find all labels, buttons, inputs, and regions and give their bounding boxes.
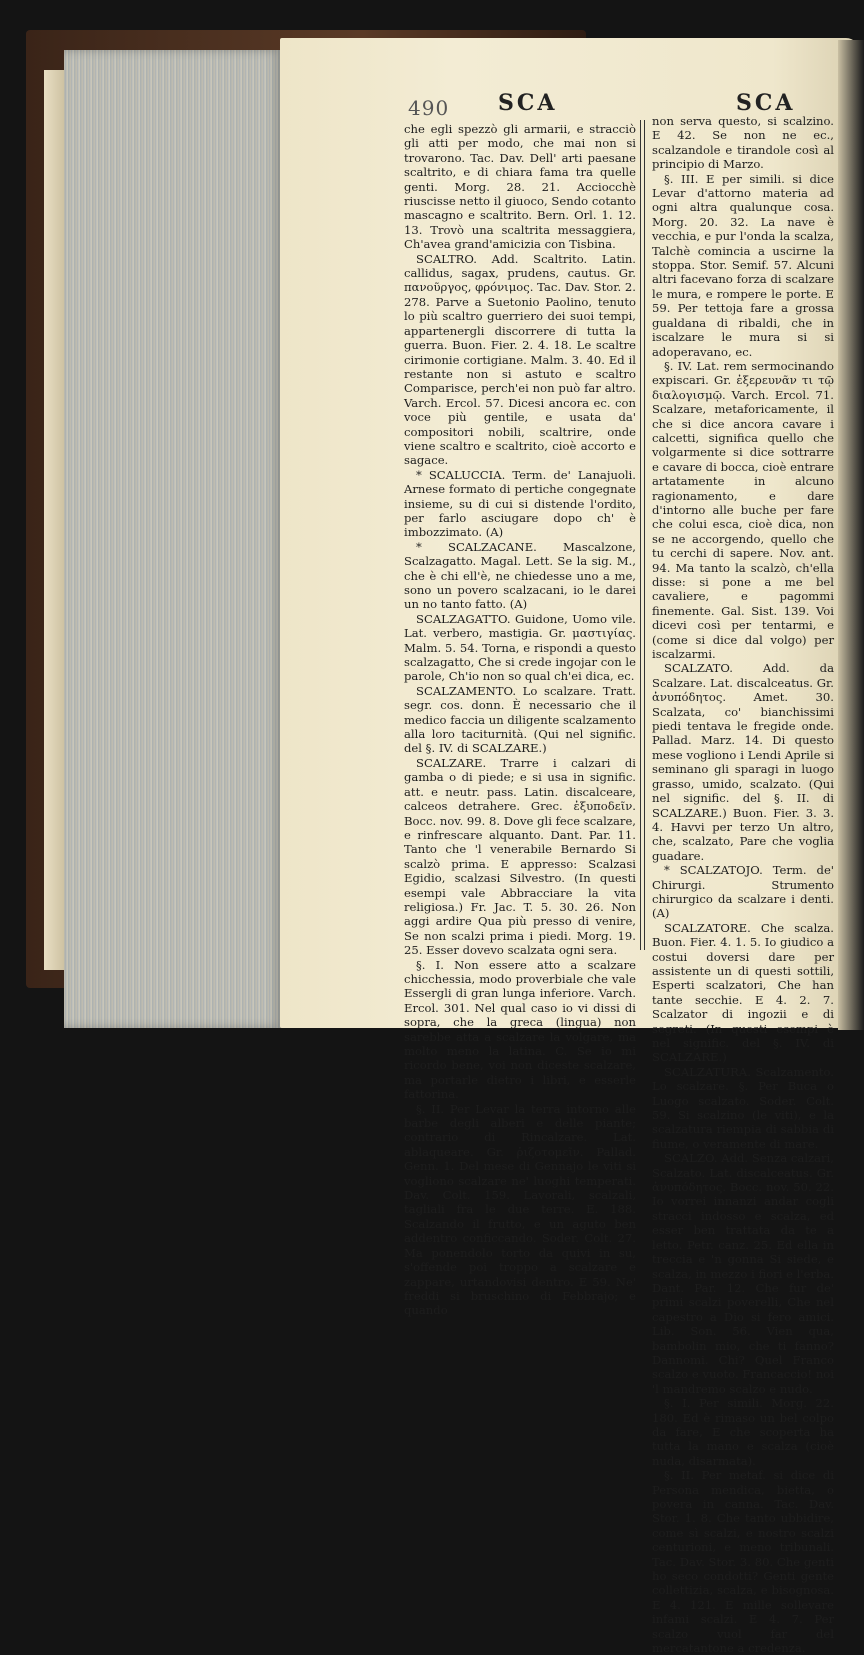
page-fold-shadow [838,40,864,1030]
paragraph: §. IV. Lat. rem sermocinando expiscari. Gr. ἐξερευνᾶν τι τῷ διαλογισμῷ. Varch. Ercol. 71. Scalzare, metaforicamente, il che si dice ancora cavare i calcetti, significa quello che volgarmente si dice sottrarre e cavare di bocca, cioè entrare artatamente in alcuno ragionamento, e dare d'intorno alle buche per fare che colui esca, cioè dica, non se ne accorgendo, quello che tu cerchi di sapere. Nov. ant. 94. Ma tanto la scalzò, ch'ella disse: si pone a me bel cavaliere, e pagommi finemente. Gal. Sist. 139. Voi dicevi così per tentarmi, e (come si dice dal volgo) per iscalzarmi. [652,358,834,662]
header-left: SCA [498,90,558,116]
paragraph: SCALZATURA. Scalzamento. Lo scalzare. §. Per Buca o Luogo scalzato. Soder. Colt. 59. Si scalzino (le viti), e la scalzatura riempia di sabbia di fiume, o veramente di mare. [652,1064,834,1151]
paragraph: che egli spezzò gli armarii, e stracciò gli atti per modo, che mai non si trovarono. Tac. Dav. Dell' arti paesane scaltrito, e di chiara fama tra quelle genti. Morg. 28. 21. Acciocchè riuscisse netto il giuoco, Sendo cotanto mascagno e scaltrito. Bern. Orl. 1. 12. 13. Trovò una scaltrita messaggiera, Ch'avea grand'amicizia con Tisbina. [404,122,636,252]
paragraph: §. II. Per Levar la terra intorno alle barbe degli alberi e delle piante; contrario di Rincalzare. Lat. ablaqueare. Gr. ῥιζοτομεῖν. Pallad. Genn. 1. Del mese di Gennajo le viti si vogliono scalzare ne' luoghi temperati. Dav. Colt. 159. Lavorali, scalzali, tagliali fra le due terre. E. 188. Scalzando il frutto, e un aguto ben addentro conficcando. Soder. Colt. 27. Ma ponendolo torto da quivi in su, s'offende poi troppo a scalzare e zappare, urtandovisi dentro. E 59. Ne' freddi si bruschino di Febbrajo; e quando [404,1101,636,1318]
paragraph: SCALZO. Add. Senza calzari, Scalzato. Lat. discalceatus. Gr. ἀνυπόδητος. Bocc. nov. 50. 22. Io vorrei innanzi andar cogli stracci indosso e scalza, ed esser ben trattata da te a letto. Petr. canz. 25. Ed ella in treccia e 'n gonna Si siede, e scalza, in mezzo i fiori e l'erba. Dant. Par. 12. Che fur de' primi scalzi poverelli, Che nel capestro a Dio si fero amici. Lib. Son. 56. Vien qua, bambolin mio, che ti fanno? Dannomi. Chi? Quel Franco scalzo e vuoto. Francaccio! noi 'l mandremo scalzo e nudo. [652,1151,834,1396]
paragraph: SCALZAGATTO. Guidone, Uomo vile. Lat. verbero, mastigia. Gr. μαστιγίας. Malm. 5. 54. Torna, e rispondi a questo scalzagatto, Che si crede ingojar con le parole, Ch'io non so qual ch'ei dica, ec. [404,611,636,684]
header-right: SCA [736,90,796,116]
paragraph: §. II. Per metaf. si dice di Persona mendica, bietta, o povera in canna. Tac. Dav. Stor. 1. 8. Che tanto ubbidire, come sì scalzi, e nostro scalzi centurioni, e meno tribunali. Tac. Dav. Stor. 3. 80. Che genti ho seco condotti? Genti gente collettizia, scalza, e bisognosa. E 4. 121. E mille sollevare infami scalzi. E 4. 7. Per scalzo vuol far del mercatantone a credenza. [652,1468,834,1655]
paragraph: §. I. Per simili. Morg. 22. 180. Ed è rimaso un bel colpo da fare, E che scoperta ha tutta la mano e scalza (cioè nuda, disarmata). [652,1396,834,1468]
page-number: 490 [408,96,450,120]
paragraph: non serva questo, si scalzino. E 42. Se non ne ec., scalzandole e tirandole così al principio di Marzo. [652,114,834,172]
paragraph: SCALZATO. Add. da Scalzare. Lat. discalceatus. Gr. ἀνυπόδητος. Amet. 30. Scalzata, co' bianchissimi piedi tentava le fregide onde. Pallad. Marz. 14. Di questo mese vogliono i Lendi Aprile si seminano gli sparagi in luogo grasso, umido, scalzato. (Qui nel signific. del §. II. di SCALZARE.) Buon. Fier. 3. 3. 4. Havvi per terzo Un altro, che, scalzato, Pare che voglia guadare. [652,661,834,863]
paragraph: SCALZATORE. Che scalza. Buon. Fier. 4. 1. 5. Io giudico a costui doversi dare per assistente un di questi sottili, Esperti scalzatori, Che han tante secchie. E 4. 2. 7. Scalzator di ingozii e di segreti. (In questi esempi è nel signific. del §. IV. di SCALZARE.) [652,920,834,1065]
right-column [652,114,834,1655]
paragraph: * SCALZACANE. Mascalzone, Scalzagatto. Magal. Lett. Se la sig. M., che è chi ell'è, ne chiedesse uno a me, sono un povero scalzacani, io le darei un no tanto fatto. (A) [404,539,636,612]
paragraph: * SCALUCCIA. Term. de' Lanajuoli. Arnese formato di pertiche congegnate insieme, su di cui si distende l'ordito, per farlo asciugare dopo ch' è imbozzimato. (A) [404,467,636,540]
paragraph: * SCALZATOJO. Term. de' Chirurgi. Strumento chirurgico da scalzare i denti. (A) [652,863,834,921]
column-divider [640,120,645,950]
paragraph: §. I. Non essere atto a scalzare chicchessia, modo proverbiale che vale Essergli di gran lunga inferiore. Varch. Ercol. 301. Nel qual caso io vi dissi di sopra, che la greca (lingua) non sarebbe atta a scalzare la volgare, ma molto meno la latina. C. Se io mi ricordo bene, voi non diceste scalzare, ma portarle dietro i libri, e esserle fattorina. [404,957,636,1102]
left-column [404,122,636,1318]
paragraph: SCALTRO. Add. Scaltrito. Latin. callidus, sagax, prudens, cautus. Gr. πανοῦργος, φρόνιμος. Tac. Dav. Stor. 2. 278. Parve a Suetonio Paolino, tenuto lo più scaltro guerriero dei suoi tempi, appartenergli discorrere di tutta la guerra. Buon. Fier. 2. 4. 18. Le scaltre cirimonie cortigiane. Malm. 3. 40. Ed il restante non si astuto e scaltro Comparisce, perch'ei non può far altro. Varch. Ercol. 57. Dicesi ancora ec. con voce più gentile, e usata da' compositori nobili, scaltrire, onde viene scaltro e scaltrito, cioè accorto e sagace. [404,251,636,468]
book-page-edge [44,70,66,970]
paragraph: SCALZAMENTO. Lo scalzare. Tratt. segr. cos. donn. È necessario che il medico faccia un diligente scalzamento alla loro taciturnità. (Qui nel signific. del §. IV. di SCALZARE.) [404,683,636,756]
paragraph: §. III. E per simili. si dice Levar d'attorno materia ad ogni altra qualunque cosa. Morg. 20. 32. La nave è vecchia, e pur l'onda la scalza, Talchè comincia a uscirne la stoppa. Stor. Semif. 57. Alcuni altri facevano forza di scalzare le mura, e rompere le porte. E 59. Per tettoja fare a grossa gualdana di ribaldi, che in iscalzare le mura si si adoperavano, ec. [652,171,834,359]
book-page-block [64,50,282,1028]
paragraph: SCALZARE. Trarre i calzari di gamba o di piede; e si usa in signific. att. e neutr. pass. Latin. discalceare, calceos detrahere. Grec. ἐξυποδεῖν. Bocc. nov. 99. 8. Dove gli fece scalzare, e rinfrescare alquanto. Dant. Par. 11. Tanto che 'l venerabile Bernardo Si scalzò prima. E appresso: Scalzasi Egidio, scalzasi Silvestro. (In questi esempi vale Abbracciare la vita religiosa.) Fr. Jac. T. 5. 30. 26. Non aggi ardire Qua più presso di venire, Se non scalzi prima i piedi. Morg. 19. 25. Esser dovevo scalzata ogni sera. [404,755,636,958]
